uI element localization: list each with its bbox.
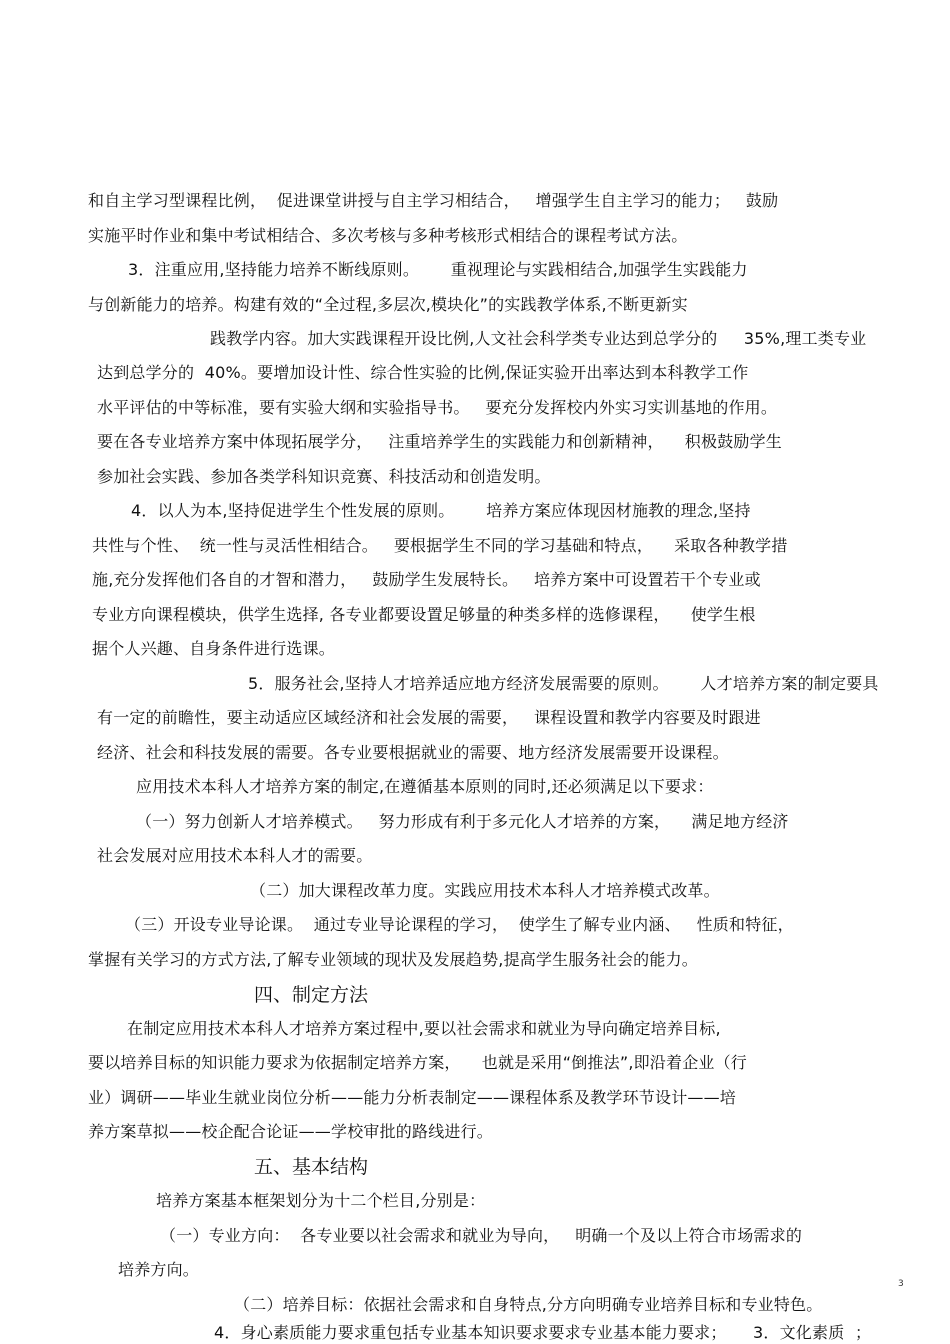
body-line-26: 要以培养目标的知识能力要求为依据制定培养方案， 也就是采用“倒推法”,即沿着企业（行 [88,1053,748,1072]
body-line-19: （一）努力创新人才培养模式。 努力形成有利于多元化人才培养的方案， 满足地方经济 [136,812,789,831]
body-line-14: 据个人兴趣、自身条件进行选课。 [92,639,336,658]
body-line-22: （三）开设专业导论课。 通过专业导论课程的学习， 使学生了解专业内涵、 性质和特征， [125,915,794,934]
body-line-16: 有一定的前瞻性，要主动适应区域经济和社会发展的需要， 课程设置和教学内容要及时跟进 [97,708,761,727]
body-line-27: 业）调研——毕业生就业岗位分析——能力分析表制定——课程体系及教学环节设计——培 [88,1088,737,1107]
body-line-33: （二）培养目标：依据社会需求和自身特点,分方向明确专业培养目标和专业特色。 [234,1295,823,1314]
body-line-9: 参加社会实践、参加各类学科知识竞赛、科技活动和创造发明。 [97,467,551,486]
body-line-7: 水平评估的中等标准，要有实验大纲和实验指导书。 要充分发挥校内外实习实训基地的作用。 [97,398,778,417]
body-line-1: 和自主学习型课程比例， 促进课堂讲授与自主学习相结合， 增强学生自主学习的能力； 鼓励 [88,191,779,210]
body-line-25: 在制定应用技术本科人才培养方案过程中,要以社会需求和就业为导向确定培养目标, [127,1019,721,1038]
section-heading-5: 五、基本结构 [254,1156,369,1178]
body-line-34: 4．身心素质能力要求重包括专业基本知识要求要求专业基本能力要求； 3．文化素质 ； [214,1323,872,1342]
body-line-30: 培养方案基本框架划分为十二个栏目,分别是： [156,1191,486,1210]
body-line-18: 应用技术本科人才培养方案的制定,在遵循基本原则的同时,还必须满足以下要求： [136,777,714,796]
body-line-10: 4．以人为本,坚持促进学生个性发展的原则。 培养方案应体现因材施教的理念,坚持 [131,501,751,520]
body-line-20: 社会发展对应用技术本科人才的需要。 [97,846,373,865]
body-line-3: 3．注重应用,坚持能力培养不断线原则。 重视理论与实践相结合,加强学生实践能力 [128,260,748,279]
body-line-4: 与创新能力的培养。构建有效的“全过程,多层次,模块化”的实践教学体系,不断更新实 [88,295,688,314]
body-line-21: （二）加大课程改革力度。实践应用技术本科人才培养模式改革。 [250,881,720,900]
body-line-8: 要在各专业培养方案中体现拓展学分， 注重培养学生的实践能力和创新精神， 积极鼓励学生 [97,432,783,451]
body-line-32: 培养方向。 [118,1260,200,1279]
body-line-17: 经济、社会和科技发展的需要。各专业要根据就业的需要、地方经济发展需要开设课程。 [97,743,729,762]
body-line-13: 专业方向课程模块，供学生选择, 各专业都要设置足够量的种类多样的选修课程， 使学生根 [92,605,756,624]
body-line-11: 共性与个性、 统一性与灵活性相结合。 要根据学生不同的学习基础和特点， 采取各种教学措 [92,536,788,555]
body-line-2: 实施平时作业和集中考试相结合、多次考核与多种考核形式相结合的课程考试方法。 [88,226,688,245]
section-heading-4: 四、制定方法 [254,984,369,1006]
page-number: 3 [898,1279,904,1289]
body-line-23: 掌握有关学习的方式方法,了解专业领域的现状及发展趋势,提高学生服务社会的能力。 [88,950,698,969]
body-line-12: 施,充分发挥他们各自的才智和潜力， 鼓励学生发展特长。 培养方案中可设置若干个专业或 [92,570,761,589]
body-line-28: 养方案草拟——校企配合论证——学校审批的路线进行。 [88,1122,494,1141]
body-line-31: （一）专业方向： 各专业要以社会需求和就业为导向， 明确一个及以上符合市场需求的 [160,1226,803,1245]
body-line-5: 践教学内容。加大实践课程开设比例,人文社会科学类专业达到总学分的 35%,理工类专业 [210,329,867,348]
body-line-6: 达到总学分的 40%。要增加设计性、综合性实验的比例,保证实验开出率达到本科教学工作 [97,363,749,382]
body-line-15: 5．服务社会,坚持人才培养适应地方经济发展需要的原则。 人才培养方案的制定要具 [248,674,879,693]
